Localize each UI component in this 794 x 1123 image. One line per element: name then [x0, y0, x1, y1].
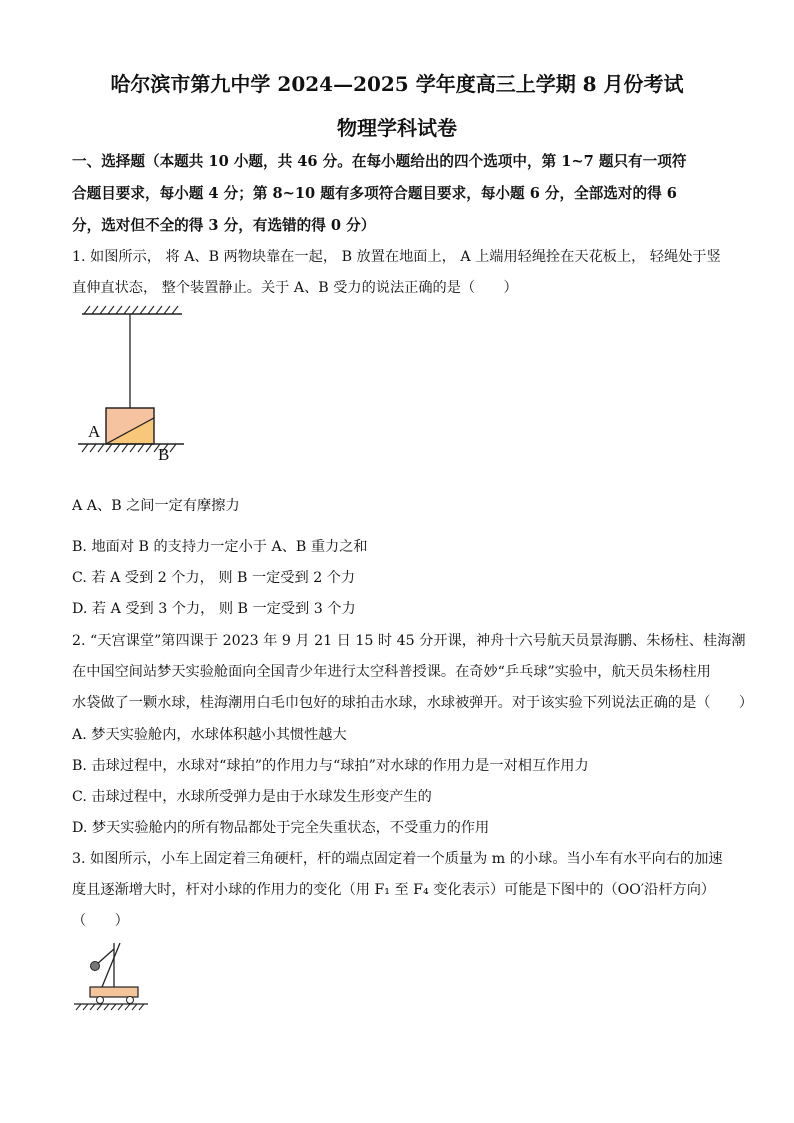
- question-2-option-d: D. 梦天实验舱内的所有物品都处于完全失重状态，不受重力的作用: [72, 820, 490, 836]
- section-instruction-line-2: 合题目要求，每小题 4 分；第 8~10 题有多项符合题目要求，每小题 6 分，全部选对的得 6: [72, 185, 677, 202]
- question-1-stem-line-1: 1. 如图所示， 将 A、B 两物块靠在一起， B 放置在地面上， A 上端用轻绳拴在天花板上， 轻绳处于竖: [72, 249, 721, 265]
- question-1-option-d: D. 若 A 受到 3 个力， 则 B 一定受到 3 个力: [72, 601, 356, 617]
- question-1-option-c: C. 若 A 受到 2 个力， 则 B 一定受到 2 个力: [72, 570, 356, 586]
- question-1-option-a: A A、B 之间一定有摩擦力: [72, 498, 240, 514]
- label-a: A: [88, 422, 101, 441]
- section-instruction-line-3: 分，选对但不全的得 3 分，有选错的得 0 分）: [72, 217, 376, 234]
- question-3-stem-line-1: 3. 如图所示，小车上固定着三角硬杆，杆的端点固定着一个质量为 m 的小球。当小车有水平向右的加速: [72, 851, 723, 867]
- page-title: 哈尔滨市第九中学 2024—2025 学年度高三上学期 8 月份考试: [110, 72, 684, 96]
- question-3-stem-line-3: （ ）: [72, 913, 129, 929]
- question-2-option-a: A. 梦天实验舱内，水球体积越小其惯性越大: [72, 727, 347, 743]
- ceiling-hatch: [82, 306, 182, 314]
- question-2-stem-line-3: 水袋做了一颗水球，桂海潮用白毛巾包好的球拍击水球，水球被弹开。对于该实验下列说法正确的是（ ）: [72, 695, 754, 711]
- question-2-option-b: B. 击球过程中，水球对“球拍”的作用力与“球拍”对水球的作用力是一对相互作用力: [72, 758, 589, 774]
- question-1-stem-line-2: 直伸直状态， 整个装置静止。关于 A、B 受力的说法正确的是（ ）: [72, 280, 518, 296]
- wheel-left: [97, 997, 104, 1004]
- page-subtitle: 物理学科试卷: [337, 116, 457, 140]
- question-2-stem-line-2: 在中国空间站梦天实验舱面向全国青少年进行太空科普授课。在奇妙“乒乓球”实验中，航天员朱杨柱用: [72, 664, 711, 680]
- rod-diagonal: [102, 943, 120, 987]
- question-1-option-b: B. 地面对 B 的支持力一定小于 A、B 重力之和: [72, 539, 368, 555]
- question-2-option-c: C. 击球过程中，水球所受弹力是由于水球发生形变产生的: [72, 789, 432, 805]
- ball: [91, 962, 100, 971]
- question-3-figure: [72, 935, 152, 1015]
- label-b: B: [158, 445, 170, 464]
- ground-hatch-q3: [74, 1004, 148, 1010]
- section-instruction-line-1: 一、选择题（本题共 10 小题，共 46 分。在每小题给出的四个选项中，第 1~7 题只有一项符: [72, 153, 687, 170]
- cart-body: [90, 987, 138, 997]
- question-3-stem-line-2: 度且逐渐增大时，杆对小球的作用力的变化（用 F₁ 至 F₄ 变化表示）可能是下图中的（OO′沿杆方向）: [72, 882, 716, 898]
- question-2-stem-line-1: 2. “天宫课堂”第四课于 2023 年 9 月 21 日 15 时 45 分开课，神舟十六号航天员景海鹏、朱杨柱、桂海潮: [72, 633, 746, 649]
- wheel-right: [127, 997, 134, 1004]
- question-1-figure: [72, 300, 202, 480]
